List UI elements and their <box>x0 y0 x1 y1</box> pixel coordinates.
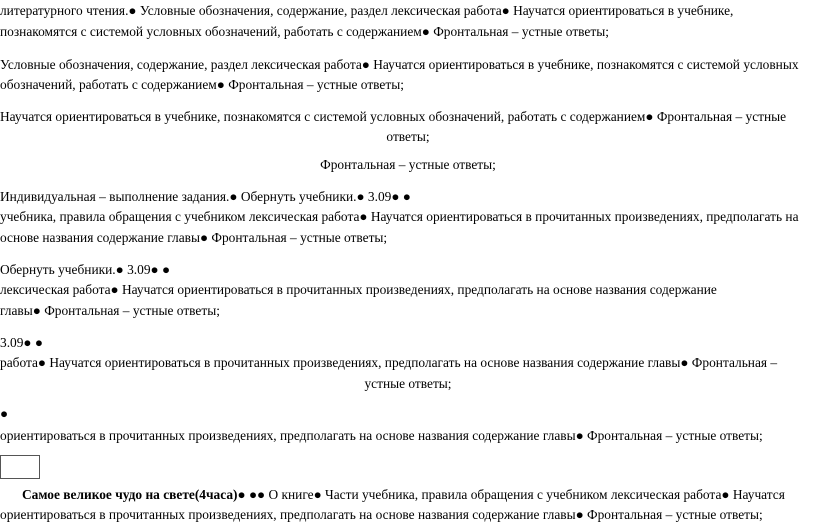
line-9: учебника, правила обращения с учебником лексическая работа● Научатся ориентироваться в прочитанных произведениях, предполагать на <box>0 209 799 224</box>
line-14: 3.09● ● <box>0 335 43 350</box>
line-2: познакомятся с системой условных обозначений, работать с содержанием● Фронтальная – устные ответы; <box>0 24 609 39</box>
line-16: устные ответы; <box>364 376 452 391</box>
heading-line-rest: ● ●● О книге● Части учебника, правила обращения с учебником лексическая работа● Научатся <box>237 487 785 502</box>
line-6: ответы; <box>386 129 430 144</box>
line-19: ориентироваться в прочитанных произведениях, предполагать на основе названия содержание главы● Фронтальная – устные ответы; <box>0 507 763 522</box>
heading-line <box>22 486 785 503</box>
section-heading: Самое великое чудо на свете(4часа) <box>22 487 238 502</box>
line-7: Фронтальная – устные ответы; <box>320 157 496 172</box>
line-15: работа● Научатся ориентироваться в прочитанных произведениях, предполагать на основе названия содержание главы● Фронтальная – <box>0 355 778 370</box>
line-18: ориентироваться в прочитанных произведениях, предполагать на основе названия содержание главы● Фронтальная – устные ответы; <box>0 428 763 443</box>
line-8: Индивидуальная – выполнение задания.● Обернуть учебники.● 3.09● ● <box>0 189 411 204</box>
line-12: лексическая работа● Научатся ориентироваться в прочитанных произведениях, предполагать на основе названия содержание <box>0 282 717 297</box>
empty-table-cell <box>0 455 40 479</box>
line-5: Научатся ориентироваться в учебнике, познакомятся с системой условных обозначений, работать с содержанием● Фронтальная – устные <box>0 109 787 124</box>
line-13: главы● Фронтальная – устные ответы; <box>0 303 220 318</box>
line-17: ● <box>0 406 9 421</box>
line-1: литературного чтения.● Условные обозначения, содержание, раздел лексическая работа● Научатся ориентироваться в учебнике, <box>0 3 734 18</box>
line-3: Условные обозначения, содержание, раздел лексическая работа● Научатся ориентироваться в учебнике, познакомятся с системой условных <box>0 57 799 72</box>
line-10: основе названия содержание главы● Фронтальная – устные ответы; <box>0 230 388 245</box>
line-4: обозначений, работать с содержанием● Фронтальная – устные ответы; <box>0 77 404 92</box>
line-11: Обернуть учебники.● 3.09● ● <box>0 262 171 277</box>
